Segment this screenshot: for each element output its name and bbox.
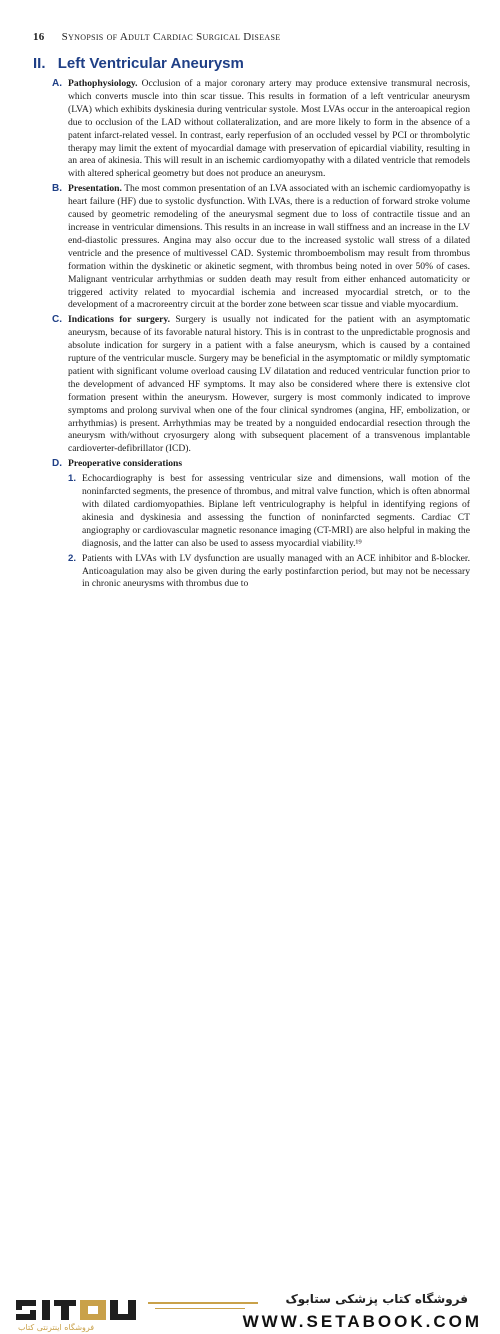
subitem-medical-management: [68, 553, 470, 592]
subitem-text: Echocardiography is best for assessing ventricular size and dimensions, wall motion of the noninfarcted segments, the presence of thrombus, and mitral valve function, which is often abnormal with dilated cardiomyopathies. Biplane left ventriculography is helpful in identifying regions of akinesia and dyskinesia and assessing the function of noninfarcted segments. Cardiac CT angiography or cardiovascular magnetic resonance imaging (CT-MRI) are also helpful in making the diagnosis, and the latter can also be used to assess myocardial viability.¹⁹: [82, 473, 470, 549]
item-pathophysiology: [52, 78, 470, 181]
section-body: [52, 78, 470, 593]
item-heading: Presentation.: [68, 183, 122, 195]
section-heading: [33, 55, 244, 72]
item-letter: A.: [52, 78, 62, 89]
item-preoperative: [52, 458, 470, 591]
item-heading: Preoperative considerations: [68, 458, 183, 470]
item-text: Occlusion of a major coronary artery may produce extensive transmural necrosis, which converts muscle into thin scar tissue. This results in formation of a left ventricular aneurysm (LVA) which exhibits dyskinesia during ventricular systole. Most LVAs occur in the anteroapical region due to occlusion of the LAD without collateralization, and are more likely to form in the absence of a patent infarct-related vessel. In contrast, early reperfusion of an occluded vessel by PCI or thrombolytic therapy may limit the extent of myocardial damage with preservation of epicardial viability, resulting in an area of akinesia. This will result in an ischemic cardiomyopathy with a dilated ventricle that remodels with altered spherical geometry but does not produce an aneurysm.: [68, 78, 470, 180]
subitem-number: 1.: [68, 473, 77, 485]
section-number: II.: [33, 55, 46, 72]
item-indications: [52, 314, 470, 456]
item-text: Surgery is usually not indicated for the patient with an asymptomatic aneurysm, because of its favorable natural history. This is in contrast to the unpredictable prognosis and absolute indication for surgery in a patient with a false aneurysm, which is caused by a contained rupture of the ventricular muscle. Surgery may be beneficial in the asymptomatic or mildly symptomatic patient with significant volume overload causing LV dilatation and reduced ventricular function prior to the development of advanced HF symptoms. It may also be considered where there is extensive clot formation present within the aneurysm. However, surgery is most commonly indicated to improve symptoms and prolong survival when one of the four clinical syndromes (angina, HF, embolization, or arrhythmias) is present. Arrhythmias may be treated by a nonguided endocardial resection through the aneurysm with/without cryosurgery along with subsequent placement of a transvenous implantable cardioverter-defibrillator (ICD).: [68, 314, 471, 455]
divider: [155, 1308, 245, 1309]
item-letter: B.: [52, 183, 62, 195]
subitem-echocardiography: [68, 473, 470, 550]
page-number: 16: [33, 31, 45, 43]
subitem-number: 2.: [68, 552, 77, 564]
item-letter: D.: [52, 458, 62, 470]
shop-title: فروشگاه کتاب پزشکی ستابوک: [285, 1292, 468, 1306]
website-link[interactable]: WWW.SETABOOK.COM: [242, 1312, 482, 1331]
subitem-text: Patients with LVAs with LV dysfunction are usually managed with an ACE inhibitor and ß-blocker. Anticoagulation may also be given during the early postinfarction period, but may not be necessary in chronic aneurysms with thrombus due to: [82, 552, 470, 590]
item-heading: Pathophysiology.: [68, 78, 138, 89]
item-heading: Indications for surgery.: [68, 314, 171, 326]
watermark-footer: [0, 640, 500, 1332]
running-header: [33, 31, 280, 43]
divider: [148, 1302, 258, 1304]
section-title: Left Ventricular Aneurysm: [57, 55, 244, 72]
book-page: [0, 0, 500, 640]
logo-caption: فروشگاه اینترنتی کتاب: [18, 1323, 95, 1332]
item-letter: C.: [52, 314, 62, 326]
running-title: Synopsis of Adult Cardiac Surgical Disease: [61, 31, 281, 43]
item-presentation: [52, 183, 470, 312]
item-text: The most common presentation of an LVA associated with an ischemic cardiomyopathy is heart failure (HF) due to systolic dysfunction. With LVAs, there is a reduction of forward stroke volume caused by geometric remodeling of the aneurysmal segment due to loss of contractile tissue and an increase in ventricular dimensions. This results in an increase in wall stiffness and an increase in the LV end-diastolic pressures. Angina may also occur due to the increased systolic wall stress of a dilated ventricle and the presence of multivessel CAD. Systemic thromboembolism may result from thrombus formation within the dyskinetic or akinetic segment, with thrombus being noted in over 50% of cases. Malignant ventricular arrhythmias or sudden death may result from either enhanced automaticity or triggered activity related to myocardial ischemia and increased myocardial stretch, or to the development of a macroreentry circuit at the border zone between scar tissue and viable myocardium.: [68, 183, 470, 311]
